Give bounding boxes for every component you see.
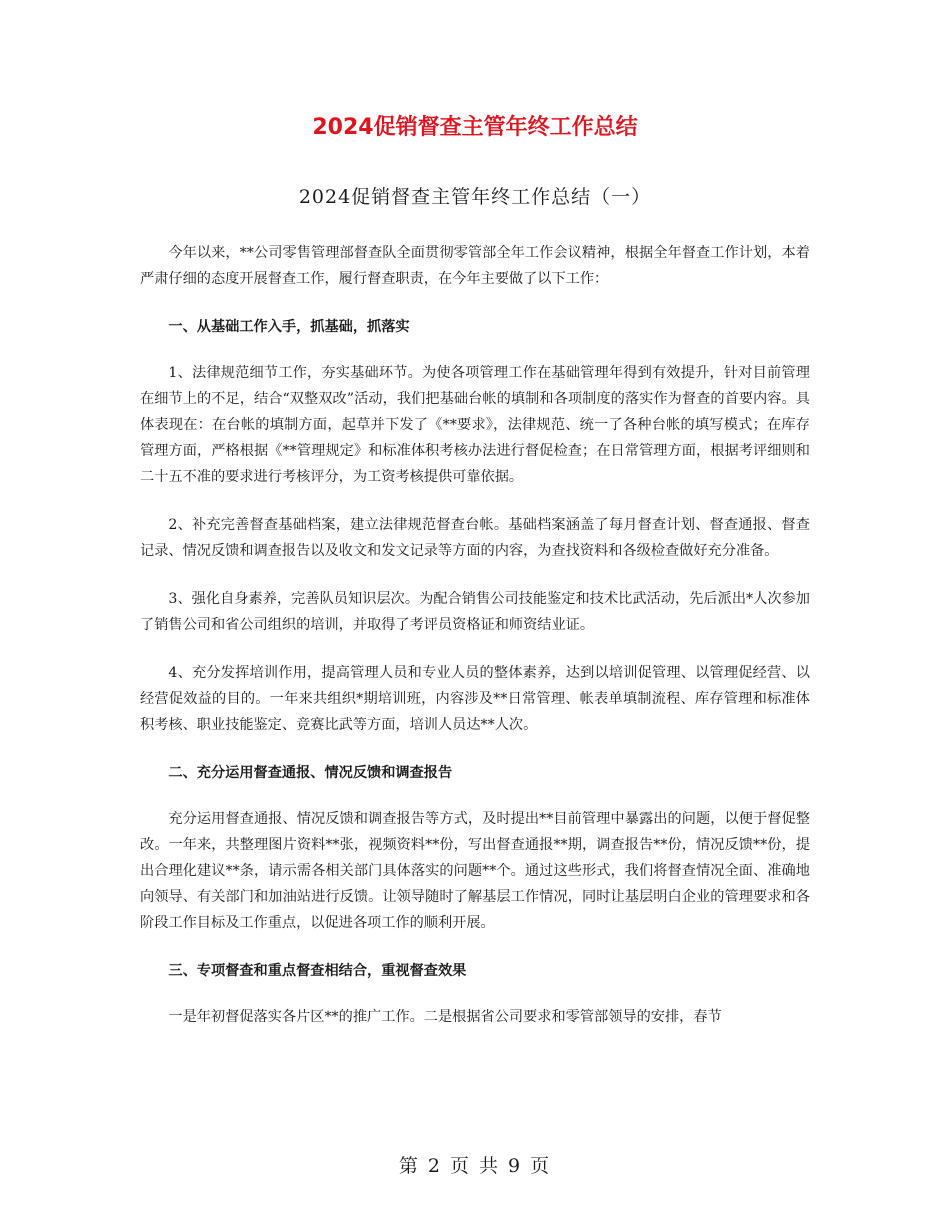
- paragraph-section-2: 充分运用督查通报、情况反馈和调查报告等方式，及时提出**目前管理中暴露出的问题，以便于督促整改。一年来，共整理图片资料**张，视频资料**份，写出督查通报**期，调查报告**份，情况反馈**份，提出合理化建议**条，请示需各相关部门具体落实的问题**个。通过这些形式，我们将督查情况全面、准确地向领导、有关部门和加油站进行反馈。让领导随时了解基层工作情况，同时让基层明白企业的管理要求和各阶段工作目标及工作重点，以促进各项工作的顺利开展。: [140, 811, 810, 931]
- document-body: [140, 240, 810, 1052]
- paragraph-intro: 今年以来，**公司零售管理部督查队全面贯彻零管部全年工作会议精神，根据全年督查工作计划，本着严肃仔细的态度开展督查工作，履行督查职责，在今年主要做了以下工作：: [140, 245, 810, 287]
- section-heading-3: 三、专项督查和重点督查相结合，重视督查效果: [168, 963, 467, 979]
- section-heading-1: 一、从基础工作入手，抓基础，抓落实: [168, 319, 410, 335]
- paragraph-item-1: 1、法律规范细节工作，夯实基础环节。为使各项管理工作在基础管理年得到有效提升，针对目前管理在细节上的不足，结合“双整双改”活动，我们把基础台帐的填制和各项制度的落实作为督查的首要内容。具体表现在：在台帐的填制方面，起草并下发了《**要求》，法律规范、统一了各种台帐的填写模式；在库存管理方面，严格根据《**管理规定》和标准体积考核办法进行督促检查；在日常管理方面，根据考评细则和二十五不准的要求进行考核评分，为工资考核提供可靠依据。: [140, 365, 810, 485]
- document-title: 2024促销督查主管年终工作总结: [312, 115, 638, 140]
- paragraph-item-2: 2、补充完善督查基础档案，建立法律规范督查台帐。基础档案涵盖了每月督查计划、督查通报、督查记录、情况反馈和调查报告以及收文和发文记录等方面的内容，为查找资料和各级检查做好充分准备。: [140, 517, 810, 559]
- paragraph-item-3: 3、强化自身素养，完善队员知识层次。为配合销售公司技能鉴定和技术比武活动，先后派出*人次参加了销售公司和省公司组织的培训，并取得了考评员资格证和师资结业证。: [140, 591, 810, 633]
- paragraph-item-4: 4、充分发挥培训作用，提高管理人员和专业人员的整体素养，达到以培训促管理、以管理促经营、以经营促效益的目的。一年来共组织*期培训班，内容涉及**日常管理、帐表单填制流程、库存管理和标准体积考核、职业技能鉴定、竞赛比武等方面，培训人员达**人次。: [140, 665, 810, 733]
- section-heading-2: 二、充分运用督查通报、情况反馈和调查报告: [168, 765, 453, 781]
- paragraph-section-3: 一是年初督促落实各片区**的推广工作。二是根据省公司要求和零管部领导的安排，春节: [168, 1009, 722, 1025]
- page-number-footer: 第 2 页 共 9 页: [398, 1155, 552, 1177]
- document-subtitle: 2024促销督查主管年终工作总结（一）: [298, 186, 652, 208]
